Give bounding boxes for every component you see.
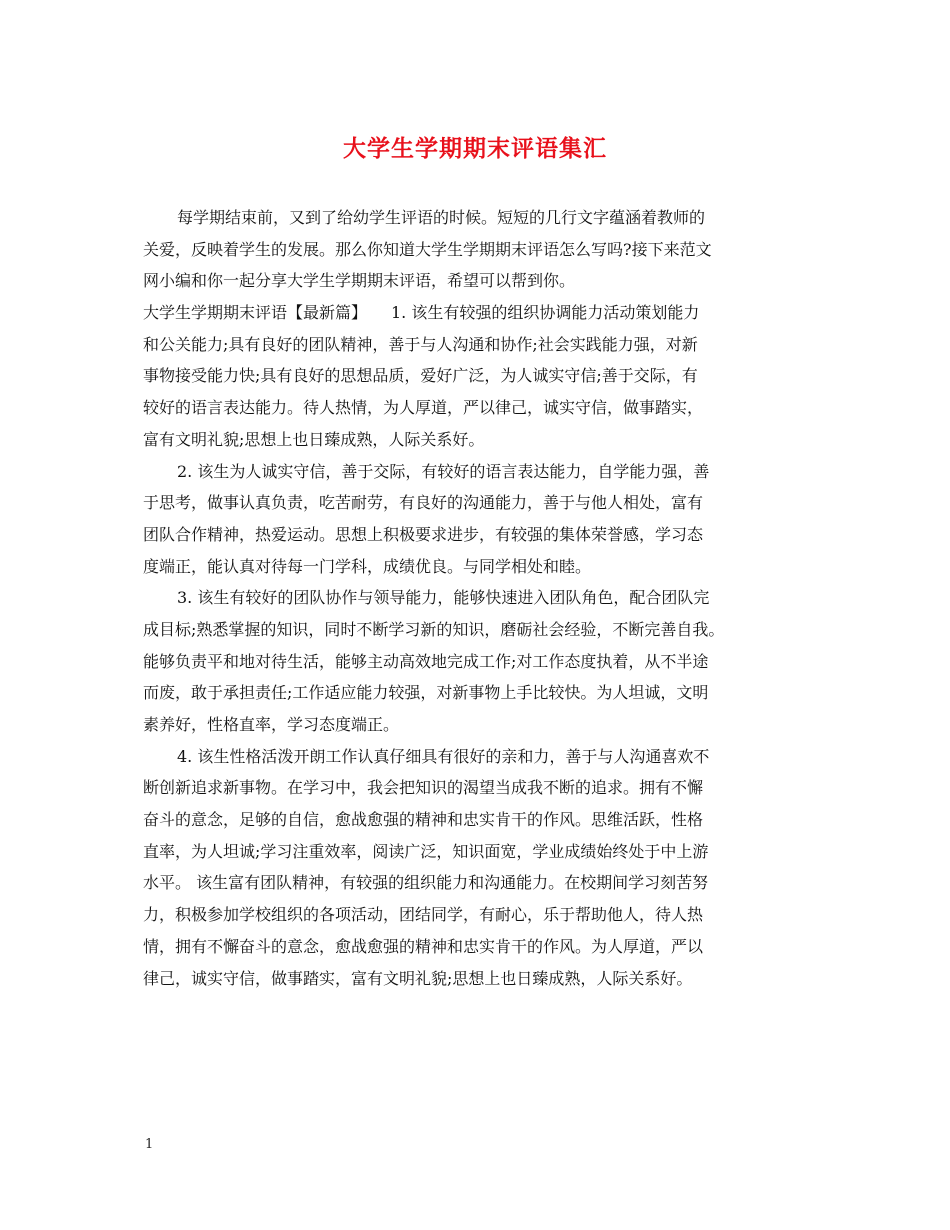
body-line: 网小编和你一起分享大学生学期期末评语，希望可以帮到你。 <box>143 271 576 291</box>
body-line: 和公关能力;具有良好的团队精神，善于与人沟通和协作;社会实践能力强，对新 <box>143 334 698 354</box>
body-line: 每学期结束前，又到了给幼学生评语的时候。短短的几行文字蕴涵着教师的 <box>177 208 706 227</box>
body-line: 而废，敢于承担责任;工作适应能力较强，对新事物上手比较快。为人坦诚，文明 <box>143 683 709 703</box>
body-line: 4. 该生性格活泼开朗工作认真仔细具有很好的亲和力，善于与人沟通喜欢不 <box>177 746 710 766</box>
body-line: 能够负责平和地对待生活，能够主动高效地完成工作;对工作态度执着，从不半途 <box>143 651 709 671</box>
body-line: 素养好，性格直率，学习态度端正。 <box>143 715 400 734</box>
body-line: 断创新追求新事物。在学习中，我会把知识的渴望当成我不断的追求。拥有不懈 <box>143 778 704 798</box>
document-title: 大学生学期期末评语集汇 <box>343 135 607 162</box>
body-line: 成目标;熟悉掌握的知识，同时不断学习新的知识，磨砺社会经验，不断完善自我。 <box>143 619 725 639</box>
body-line: 度端正，能认真对待每一门学科，成绩优良。与同学相处和睦。 <box>143 556 592 576</box>
body-line: 2. 该生为人诚实守信，善于交际，有较好的语言表达能力，自学能力强，善 <box>177 461 710 481</box>
body-line: 富有文明礼貌;思想上也日臻成熟，人际关系好。 <box>143 429 485 449</box>
body-line: 大学生学期期末评语【最新篇】 1. 该生有较强的组织协调能力活动策划能力 <box>143 303 700 323</box>
page-number: 1 <box>145 1137 154 1152</box>
body-line: 事物接受能力快;具有良好的思想品质，爱好广泛，为人诚实守信;善于交际，有 <box>143 366 698 386</box>
body-line: 3. 该生有较好的团队协作与领导能力，能够快速进入团队角色，配合团队完 <box>177 588 710 608</box>
body-line: 于思考，做事认真负责，吃苦耐劳，有良好的沟通能力，善于与他人相处，富有 <box>143 493 704 513</box>
body-line: 奋斗的意念，足够的自信，愈战愈强的精神和忠实肯干的作风。思维活跃，性格 <box>143 810 704 830</box>
document-body <box>143 202 807 994</box>
body-line: 情，拥有不懈奋斗的意念，愈战愈强的精神和忠实肯干的作风。为人厚道，严以 <box>143 936 704 956</box>
body-line: 直率，为人坦诚;学习注重效率，阅读广泛，知识面宽，学业成绩始终处于中上游 <box>143 841 709 861</box>
body-line: 关爱，反映着学生的发展。那么你知道大学生学期期末评语怎么写吗?接下来范文 <box>143 239 712 259</box>
body-line: 较好的语言表达能力。待人热情，为人厚道，严以律己，诚实守信，做事踏实， <box>143 398 704 418</box>
body-line: 水平。 该生富有团队精神，有较强的组织能力和沟通能力。在校期间学习刻苦努 <box>143 873 709 893</box>
body-line: 团队合作精神，热爱运动。思想上积极要求进步，有较强的集体荣誉感，学习态 <box>143 524 704 544</box>
body-line: 律己，诚实守信，做事踏实，富有文明礼貌;思想上也日臻成熟，人际关系好。 <box>143 968 693 988</box>
body-line: 力，积极参加学校组织的各项活动，团结同学，有耐心，乐于帮助他人，待人热 <box>143 905 704 925</box>
